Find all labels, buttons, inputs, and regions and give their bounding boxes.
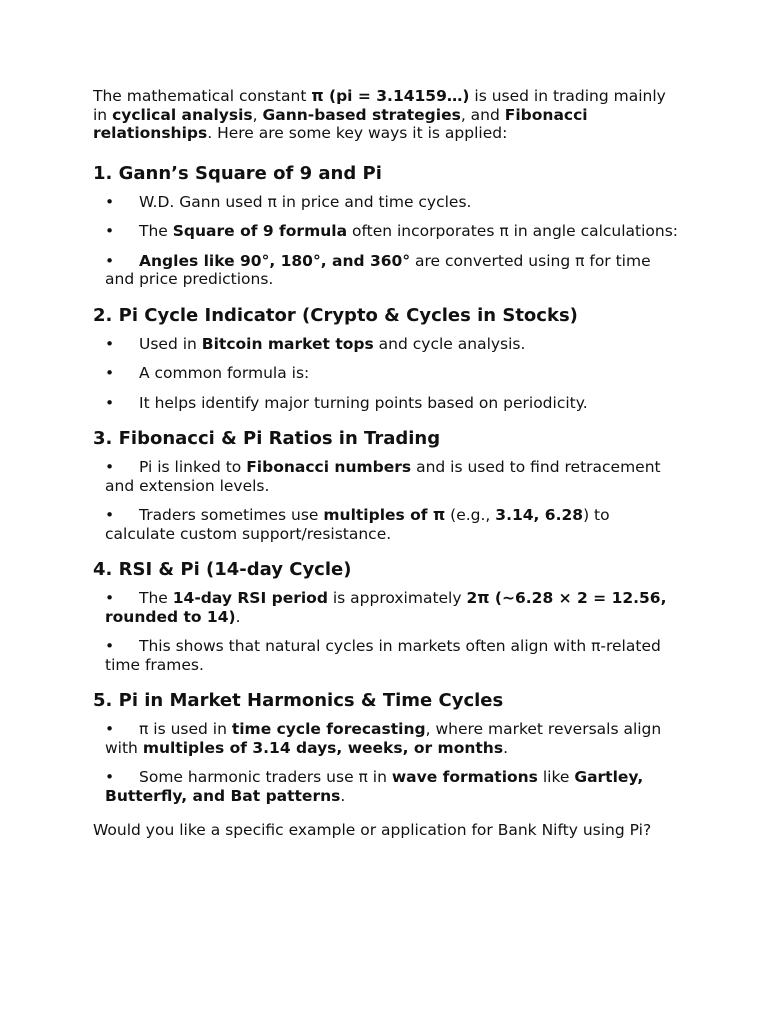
bullet-marker: • [105,192,115,211]
item-text: A common formula is: [139,364,310,382]
bullet-marker: • [105,364,115,382]
list-item [93,768,683,805]
item-text: It helps identify major turning points based on periodicity. [139,393,588,412]
closing-question: Would you like a specific example or application for Bank Nifty using Pi? [93,821,652,839]
intro-bold: Fibonacci relationships [93,105,588,142]
item-bold: Gartley, Butterfly, and Bat patterns [105,768,644,805]
item-text: is approximately [327,589,467,607]
intro-paragraph [93,87,683,143]
item-text: are converted using π for time and price predictions. [105,251,651,288]
intro-text: , [252,105,263,124]
bullet-marker: • [105,720,115,738]
section-heading-fibonacci: 3. Fibonacci & Pi Ratios in Trading [93,428,441,449]
list-item [93,720,683,757]
list-item [93,506,683,543]
section-list-pi-cycle [93,335,683,413]
section-list-rsi [93,589,683,674]
item-bold: Bitcoin market tops [201,334,374,353]
item-text: The [139,589,173,607]
item-text: (e.g., [445,506,496,524]
list-item [93,637,683,674]
item-text: . [340,786,346,805]
bullet-marker: • [105,637,115,655]
item-text: The [139,222,173,240]
list-item [93,252,683,289]
bullet-marker: • [105,768,115,786]
section-heading-rsi: 4. RSI & Pi (14-day Cycle) [93,559,352,580]
intro-text: . Here are some key ways it is applied: [207,124,508,142]
intro-text: The mathematical constant [93,87,312,105]
intro-text: is used in trading mainly in [93,87,666,124]
item-text: and cycle analysis. [373,334,526,353]
section-heading-harmonics: 5. Pi in Market Harmonics & Time Cycles [93,690,504,711]
item-text: . [235,607,241,626]
section-list-gann [93,193,683,289]
item-bold: Fibonacci numbers [246,458,412,476]
item-text: Traders sometimes use [139,506,324,524]
item-text: Used in [139,334,202,353]
item-text: and is used to find retracement and extension levels. [105,458,661,495]
item-bold: 3.14, 6.28 [495,506,584,524]
list-item [93,364,683,383]
item-text: often incorporates π in angle calculations: [347,222,679,240]
list-item [93,458,683,495]
item-bold: Square of 9 formula [172,222,348,240]
item-text: like [537,768,575,786]
list-item [93,335,683,354]
list-item [93,394,683,413]
item-bold: 14-day RSI period [172,589,328,607]
section-list-fibonacci [93,458,683,543]
item-text: , where market reversals align with [105,720,662,757]
intro-text: , and [460,105,505,124]
bullet-marker: • [105,251,115,270]
item-text: Pi is linked to [139,458,247,476]
item-text: ) to calculate custom support/resistance. [105,506,610,543]
intro-bold: cyclical analysis [112,105,253,124]
section-heading-gann: 1. Gann’s Square of 9 and Pi [93,162,382,184]
item-text: W.D. Gann used π in price and time cycles. [139,192,472,211]
bullet-marker: • [105,506,115,524]
bullet-marker: • [105,222,115,240]
list-item [93,222,683,241]
intro-bold: π (pi = 3.14159…) [311,87,470,105]
bullet-marker: • [105,589,115,607]
item-bold: Angles like 90°, 180°, and 360° [139,251,411,270]
list-item [93,193,683,212]
item-text: Some harmonic traders use π in [139,768,392,786]
item-text: This shows that natural cycles in markets often align with π-related time frames. [105,637,661,674]
bullet-marker: • [105,334,115,353]
bullet-marker: • [105,458,115,476]
section-heading-pi-cycle: 2. Pi Cycle Indicator (Crypto & Cycles in Stocks) [93,304,578,326]
document-page [93,87,683,840]
intro-bold: Gann-based strategies [262,105,461,124]
item-bold: multiples of 3.14 days, weeks, or months [142,738,504,757]
list-item [93,589,683,626]
section-list-harmonics [93,720,683,805]
bullet-marker: • [105,393,115,412]
item-text: π is used in [139,720,232,738]
item-bold: time cycle forecasting [231,720,426,738]
item-bold: multiples of π [323,506,446,524]
item-bold: 2π (~6.28 × 2 = 12.56, rounded to 14) [105,589,667,626]
item-text: . [503,738,508,757]
item-bold: wave formations [391,768,538,786]
